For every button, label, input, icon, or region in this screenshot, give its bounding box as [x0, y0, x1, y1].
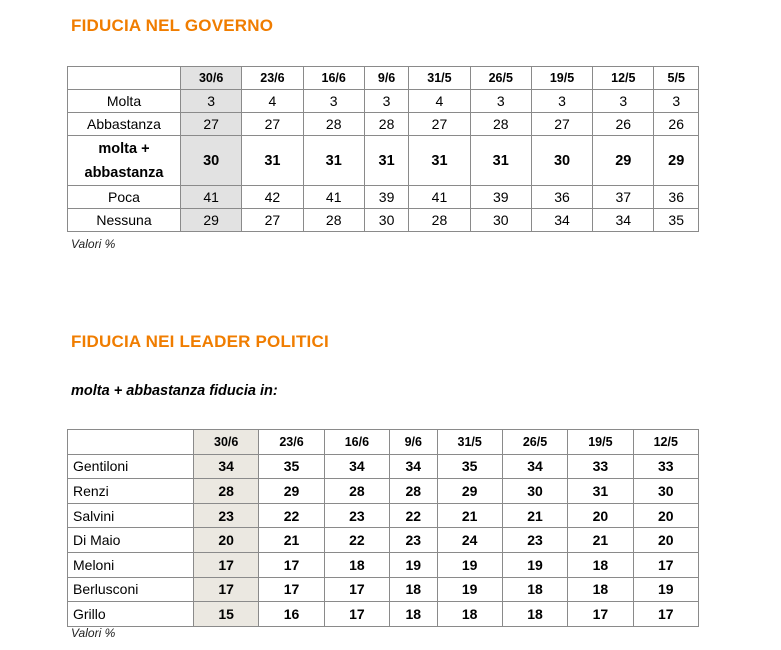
- row-label: Molta: [68, 90, 181, 113]
- table-cell: 33: [633, 454, 698, 479]
- header-empty-cell: [68, 67, 181, 90]
- table-cell: 31: [303, 136, 364, 186]
- table-cell: 27: [409, 113, 470, 136]
- table-cell: 18: [568, 552, 633, 577]
- table-cell: 31: [470, 136, 531, 186]
- header-cell: 19/5: [531, 67, 592, 90]
- table-row: [68, 602, 699, 627]
- table-cell: 17: [568, 602, 633, 627]
- row-label: Poca: [68, 186, 181, 209]
- table-cell: 28: [303, 113, 364, 136]
- table-cell: 28: [409, 209, 470, 232]
- table-cell: 22: [324, 528, 389, 553]
- table-cell: 27: [181, 113, 242, 136]
- table-cell: 41: [409, 186, 470, 209]
- table-cell: 30: [470, 209, 531, 232]
- table-cell: 17: [324, 577, 389, 602]
- table-cell: 23: [194, 503, 259, 528]
- governo-table: [67, 66, 699, 232]
- table-row: [68, 577, 699, 602]
- table-cell: 21: [502, 503, 567, 528]
- table-cell: 35: [259, 454, 324, 479]
- table-cell: 30: [364, 209, 408, 232]
- table-cell: 31: [242, 136, 303, 186]
- table-cell: 23: [390, 528, 437, 553]
- row-label: Abbastanza: [68, 113, 181, 136]
- row-label: Salvini: [68, 503, 194, 528]
- table-cell: 3: [303, 90, 364, 113]
- table-cell: 21: [568, 528, 633, 553]
- header-cell: 16/6: [324, 430, 389, 455]
- table-cell: 29: [654, 136, 699, 186]
- header-cell: 9/6: [390, 430, 437, 455]
- table-cell: 31: [568, 479, 633, 504]
- table-row: [68, 479, 699, 504]
- table-cell: 34: [531, 209, 592, 232]
- header-cell: 16/6: [303, 67, 364, 90]
- header-cell: 31/5: [437, 430, 502, 455]
- table-cell: 31: [409, 136, 470, 186]
- table-cell: 19: [390, 552, 437, 577]
- table-header-row: [68, 430, 699, 455]
- table-cell: 41: [181, 186, 242, 209]
- table-cell: 29: [593, 136, 654, 186]
- table-cell: 28: [390, 479, 437, 504]
- table-cell: 42: [242, 186, 303, 209]
- table-cell: 24: [437, 528, 502, 553]
- leader-table: [67, 429, 699, 627]
- table-cell: 16: [259, 602, 324, 627]
- table-cell: 26: [654, 113, 699, 136]
- table-cell: 17: [633, 552, 698, 577]
- table-cell: 19: [437, 577, 502, 602]
- table-cell: 20: [194, 528, 259, 553]
- note-valori: Valori %: [71, 237, 116, 251]
- header-cell: 12/5: [593, 67, 654, 90]
- table-cell: 30: [502, 479, 567, 504]
- row-label: [68, 136, 181, 186]
- table-cell: 35: [437, 454, 502, 479]
- table-row: [68, 454, 699, 479]
- table-cell: 39: [364, 186, 408, 209]
- table-cell: 17: [259, 552, 324, 577]
- table-cell: 3: [593, 90, 654, 113]
- header-cell: 26/5: [470, 67, 531, 90]
- table-cell: 18: [390, 602, 437, 627]
- table-cell: 28: [194, 479, 259, 504]
- row-label: Berlusconi: [68, 577, 194, 602]
- header-empty-cell: [68, 430, 194, 455]
- table-cell: 18: [324, 552, 389, 577]
- row-label: Meloni: [68, 552, 194, 577]
- section-subtitle: molta + abbastanza fiducia in:: [71, 383, 278, 399]
- table-row: [68, 113, 699, 136]
- table-cell: 34: [390, 454, 437, 479]
- table-cell: 29: [259, 479, 324, 504]
- table-cell: 36: [654, 186, 699, 209]
- header-cell: 5/5: [654, 67, 699, 90]
- table-cell: 41: [303, 186, 364, 209]
- table-cell: 20: [568, 503, 633, 528]
- table-cell: 29: [181, 209, 242, 232]
- table-cell: 18: [502, 602, 567, 627]
- table-cell: 19: [502, 552, 567, 577]
- header-cell: 12/5: [633, 430, 698, 455]
- table-cell: 29: [437, 479, 502, 504]
- table-cell: 20: [633, 503, 698, 528]
- table-cell: 18: [437, 602, 502, 627]
- table-cell: 28: [303, 209, 364, 232]
- table-cell: 36: [531, 186, 592, 209]
- table-cell: 18: [502, 577, 567, 602]
- table-cell: 19: [633, 577, 698, 602]
- table-cell: 35: [654, 209, 699, 232]
- row-label: Renzi: [68, 479, 194, 504]
- row-label: Di Maio: [68, 528, 194, 553]
- table-cell: 17: [259, 577, 324, 602]
- table-cell: 17: [194, 577, 259, 602]
- section-title-leader: FIDUCIA NEI LEADER POLITICI: [71, 332, 329, 351]
- table-cell: 20: [633, 528, 698, 553]
- row-label: Grillo: [68, 602, 194, 627]
- table-cell: 3: [181, 90, 242, 113]
- table-cell: 28: [470, 113, 531, 136]
- table-row: [68, 209, 699, 232]
- table-cell: 30: [633, 479, 698, 504]
- row-label-text: molta + abbastanza: [84, 140, 164, 181]
- header-cell: 26/5: [502, 430, 567, 455]
- header-cell: 9/6: [364, 67, 408, 90]
- note-valori: Valori %: [71, 626, 116, 640]
- table-cell: 28: [364, 113, 408, 136]
- table-cell: 26: [593, 113, 654, 136]
- table-cell: 30: [531, 136, 592, 186]
- table-cell: 3: [654, 90, 699, 113]
- table-header-row: [68, 67, 699, 90]
- table-cell: 27: [242, 209, 303, 232]
- table-cell: 34: [194, 454, 259, 479]
- table-row: [68, 186, 699, 209]
- table-cell: 23: [324, 503, 389, 528]
- table-cell: 37: [593, 186, 654, 209]
- row-label: Gentiloni: [68, 454, 194, 479]
- table-cell: 21: [437, 503, 502, 528]
- table-cell: 30: [181, 136, 242, 186]
- table-cell: 22: [390, 503, 437, 528]
- table-cell: 22: [259, 503, 324, 528]
- table-cell: 34: [593, 209, 654, 232]
- row-label: Nessuna: [68, 209, 181, 232]
- table-row: [68, 528, 699, 553]
- header-cell: 30/6: [181, 67, 242, 90]
- table-cell: 4: [242, 90, 303, 113]
- table-cell: 33: [568, 454, 633, 479]
- header-cell: 30/6: [194, 430, 259, 455]
- header-cell: 19/5: [568, 430, 633, 455]
- table-cell: 34: [324, 454, 389, 479]
- table-cell: 21: [259, 528, 324, 553]
- table-cell: 23: [502, 528, 567, 553]
- table-cell: 3: [364, 90, 408, 113]
- table-cell: 17: [194, 552, 259, 577]
- table-row: [68, 90, 699, 113]
- table-cell: 15: [194, 602, 259, 627]
- table-row-total: [68, 136, 699, 186]
- table-cell: 39: [470, 186, 531, 209]
- table-cell: 31: [364, 136, 408, 186]
- header-cell: 23/6: [259, 430, 324, 455]
- section-title-governo: FIDUCIA NEL GOVERNO: [71, 16, 274, 35]
- table-cell: 27: [242, 113, 303, 136]
- table-cell: 4: [409, 90, 470, 113]
- header-cell: 23/6: [242, 67, 303, 90]
- table-cell: 18: [390, 577, 437, 602]
- table-cell: 3: [470, 90, 531, 113]
- table-row: [68, 552, 699, 577]
- table-cell: 27: [531, 113, 592, 136]
- header-cell: 31/5: [409, 67, 470, 90]
- table-cell: 3: [531, 90, 592, 113]
- table-cell: 17: [324, 602, 389, 627]
- table-cell: 19: [437, 552, 502, 577]
- table-row: [68, 503, 699, 528]
- table-cell: 18: [568, 577, 633, 602]
- table-cell: 34: [502, 454, 567, 479]
- table-cell: 28: [324, 479, 389, 504]
- table-cell: 17: [633, 602, 698, 627]
